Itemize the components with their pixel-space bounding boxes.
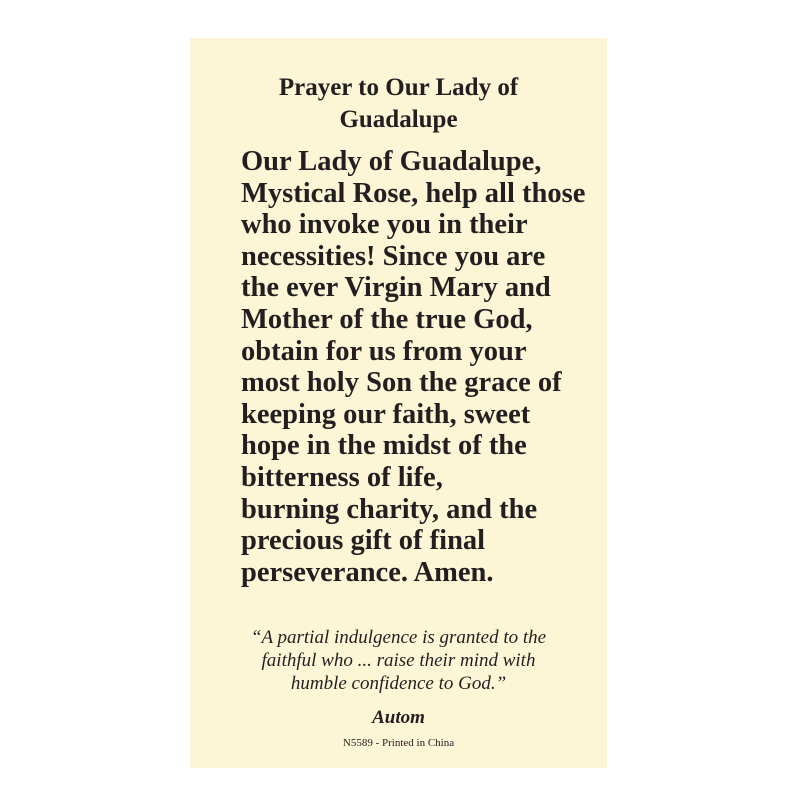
prayer-line: bitterness of life, — [241, 461, 443, 493]
prayer-line: keeping our faith, sweet — [241, 398, 531, 430]
prayer-line: who invoke you in their — [241, 209, 528, 241]
prayer-line: precious gift of final — [241, 525, 486, 557]
indulgence-line: faithful who ... raise their mind with — [261, 650, 536, 671]
footer-text: N5589 - Printed in China — [342, 737, 455, 749]
prayer-line: Our Lady of Guadalupe, — [241, 146, 542, 177]
brand-logo: Autom — [372, 707, 425, 728]
prayer-line: necessities! Since you are — [241, 240, 546, 272]
prayer-line: most holy Son the grace of — [241, 367, 562, 399]
prayer-line: Mystical Rose, help all those — [241, 177, 586, 209]
prayer-title — [190, 72, 607, 136]
prayer-text — [241, 146, 601, 588]
title-line: Prayer to Our Lady of — [278, 74, 519, 101]
title-line: Guadalupe — [339, 106, 458, 133]
prayer-line: Mother of the true God, — [241, 303, 533, 335]
prayer-line: obtain for us from your — [241, 335, 527, 367]
indulgence-note — [190, 626, 607, 695]
prayer-line: hope in the midst of the — [241, 430, 527, 462]
indulgence-line: “A partial indulgence is granted to the — [250, 627, 547, 648]
prayer-line: burning charity, and the — [241, 493, 538, 525]
prayer-card — [190, 38, 607, 768]
prayer-line: the ever Virgin Mary and — [241, 272, 551, 304]
prayer-line: perseverance. Amen. — [241, 556, 494, 588]
indulgence-line: humble confidence to God.” — [290, 673, 507, 694]
